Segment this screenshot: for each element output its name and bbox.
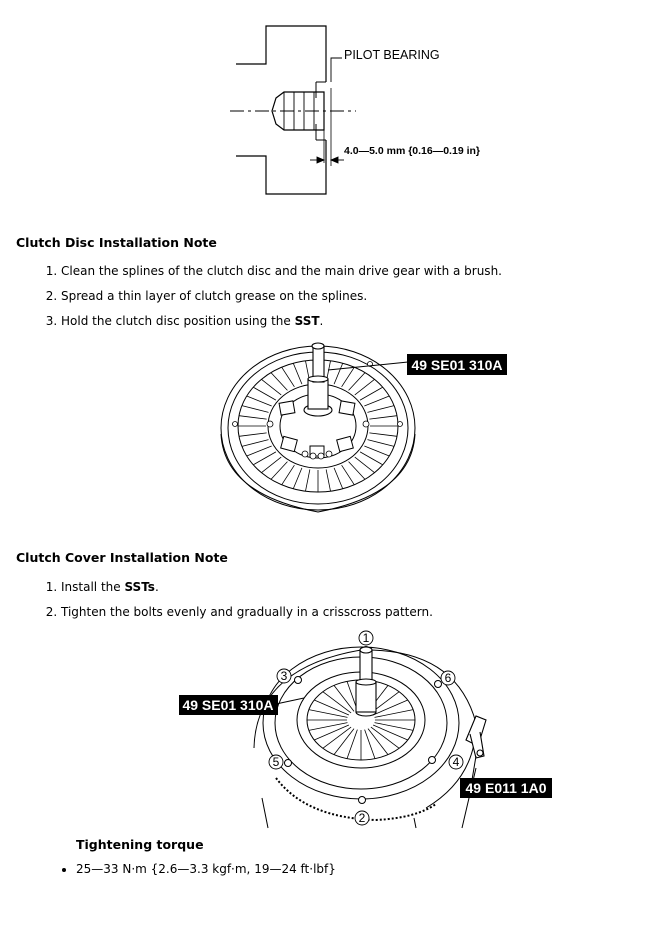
clutch-disc-diagram <box>210 334 520 519</box>
diaphragm-finger-line <box>365 730 375 759</box>
bolt-number-5: 5 <box>272 755 280 769</box>
clutch-cover-diagram <box>176 628 556 833</box>
diaphragm-finger-line <box>347 730 357 759</box>
friction-groove-line <box>355 379 375 395</box>
cover-step-2: 2. Tighten the bolts evenly and gradually in a crisscross pattern. <box>61 605 433 630</box>
bolt-number-3: 3 <box>280 669 288 683</box>
friction-groove-line <box>261 457 281 473</box>
cover-step-1 <box>61 580 433 605</box>
disc-step-3-period: . <box>319 314 324 328</box>
friction-groove-line <box>349 373 365 391</box>
friction-groove-line <box>293 363 302 384</box>
pilot-bearing-label: PILOT BEARING <box>344 48 440 62</box>
friction-groove-line <box>247 446 272 456</box>
friction-groove-line <box>261 379 281 395</box>
disc-step-2: 2. Spread a thin layer of clutch grease on the splines. <box>61 289 502 314</box>
cover-sst-callout-2: 49 E011 1A0 <box>465 780 547 796</box>
bolt-number-2: 2 <box>358 811 366 825</box>
friction-groove-line <box>334 468 343 489</box>
torque-list <box>62 862 336 876</box>
diaphragm-finger-line <box>375 723 414 731</box>
friction-groove-line <box>355 457 375 473</box>
diaphragm-finger-line <box>309 710 348 718</box>
friction-groove-line <box>360 452 383 465</box>
friction-groove-line <box>369 416 397 419</box>
bolt-number-6: 6 <box>444 671 452 685</box>
pilot-bearing-figure <box>228 18 508 203</box>
friction-groove-line <box>271 373 287 391</box>
diaphragm-finger-line <box>375 710 414 718</box>
friction-groove-line <box>364 396 389 406</box>
friction-groove-line <box>242 440 269 447</box>
cover-step-1-ssts: SSTs <box>124 580 155 594</box>
friction-groove-line <box>247 396 272 406</box>
friction-groove-line <box>239 416 267 419</box>
cover-steps-list <box>46 580 433 630</box>
cover-step-1-period: . <box>154 580 159 594</box>
friction-groove-line <box>334 363 343 384</box>
friction-groove-line <box>342 465 355 485</box>
friction-groove-line <box>239 433 267 436</box>
torque-value: • 25—33 N·m {2.6—3.3 kgf·m, 19—24 ft·lbf} <box>76 862 336 876</box>
disc-steps-list <box>46 264 502 339</box>
clutch-disc-figure <box>210 334 520 519</box>
disc-section-heading: Clutch Disc Installation Note <box>16 235 217 250</box>
bolt-number-4: 4 <box>452 755 460 769</box>
disc-step-1: 1. Clean the splines of the clutch disc and the main drive gear with a brush. <box>61 264 502 289</box>
friction-groove-line <box>349 462 365 480</box>
friction-groove-line <box>326 469 330 491</box>
bolt-number-1: 1 <box>362 631 370 645</box>
disc-step-3-sst: SST <box>294 314 320 328</box>
cover-step-1-text: Install the <box>61 580 125 594</box>
friction-groove-line <box>367 440 394 447</box>
friction-groove-line <box>253 387 276 400</box>
pilot-clearance-dimension: 4.0—5.0 mm {0.16—0.19 in} <box>344 145 480 157</box>
disc-sst-callout: 49 SE01 310A <box>411 357 503 373</box>
friction-groove-line <box>367 406 394 413</box>
friction-groove-line <box>282 367 295 387</box>
diaphragm-finger-line <box>309 723 348 731</box>
clutch-cover-figure <box>176 628 556 833</box>
friction-groove-line <box>342 367 355 387</box>
cover-section-heading: Clutch Cover Installation Note <box>16 550 228 565</box>
friction-groove-line <box>293 468 302 489</box>
friction-groove-line <box>282 465 295 485</box>
friction-groove-line <box>253 452 276 465</box>
friction-groove-line <box>360 387 383 400</box>
friction-groove-line <box>364 446 389 456</box>
torque-heading: Tightening torque <box>76 837 204 852</box>
friction-groove-line <box>369 433 397 436</box>
friction-groove-line <box>242 406 269 413</box>
friction-groove-line <box>271 462 287 480</box>
disc-step-3-text: Hold the clutch disc position using the <box>61 314 295 328</box>
cover-sst-callout-1: 49 SE01 310A <box>182 697 274 713</box>
pilot-bearing-diagram <box>228 18 508 203</box>
friction-groove-line <box>305 469 309 491</box>
